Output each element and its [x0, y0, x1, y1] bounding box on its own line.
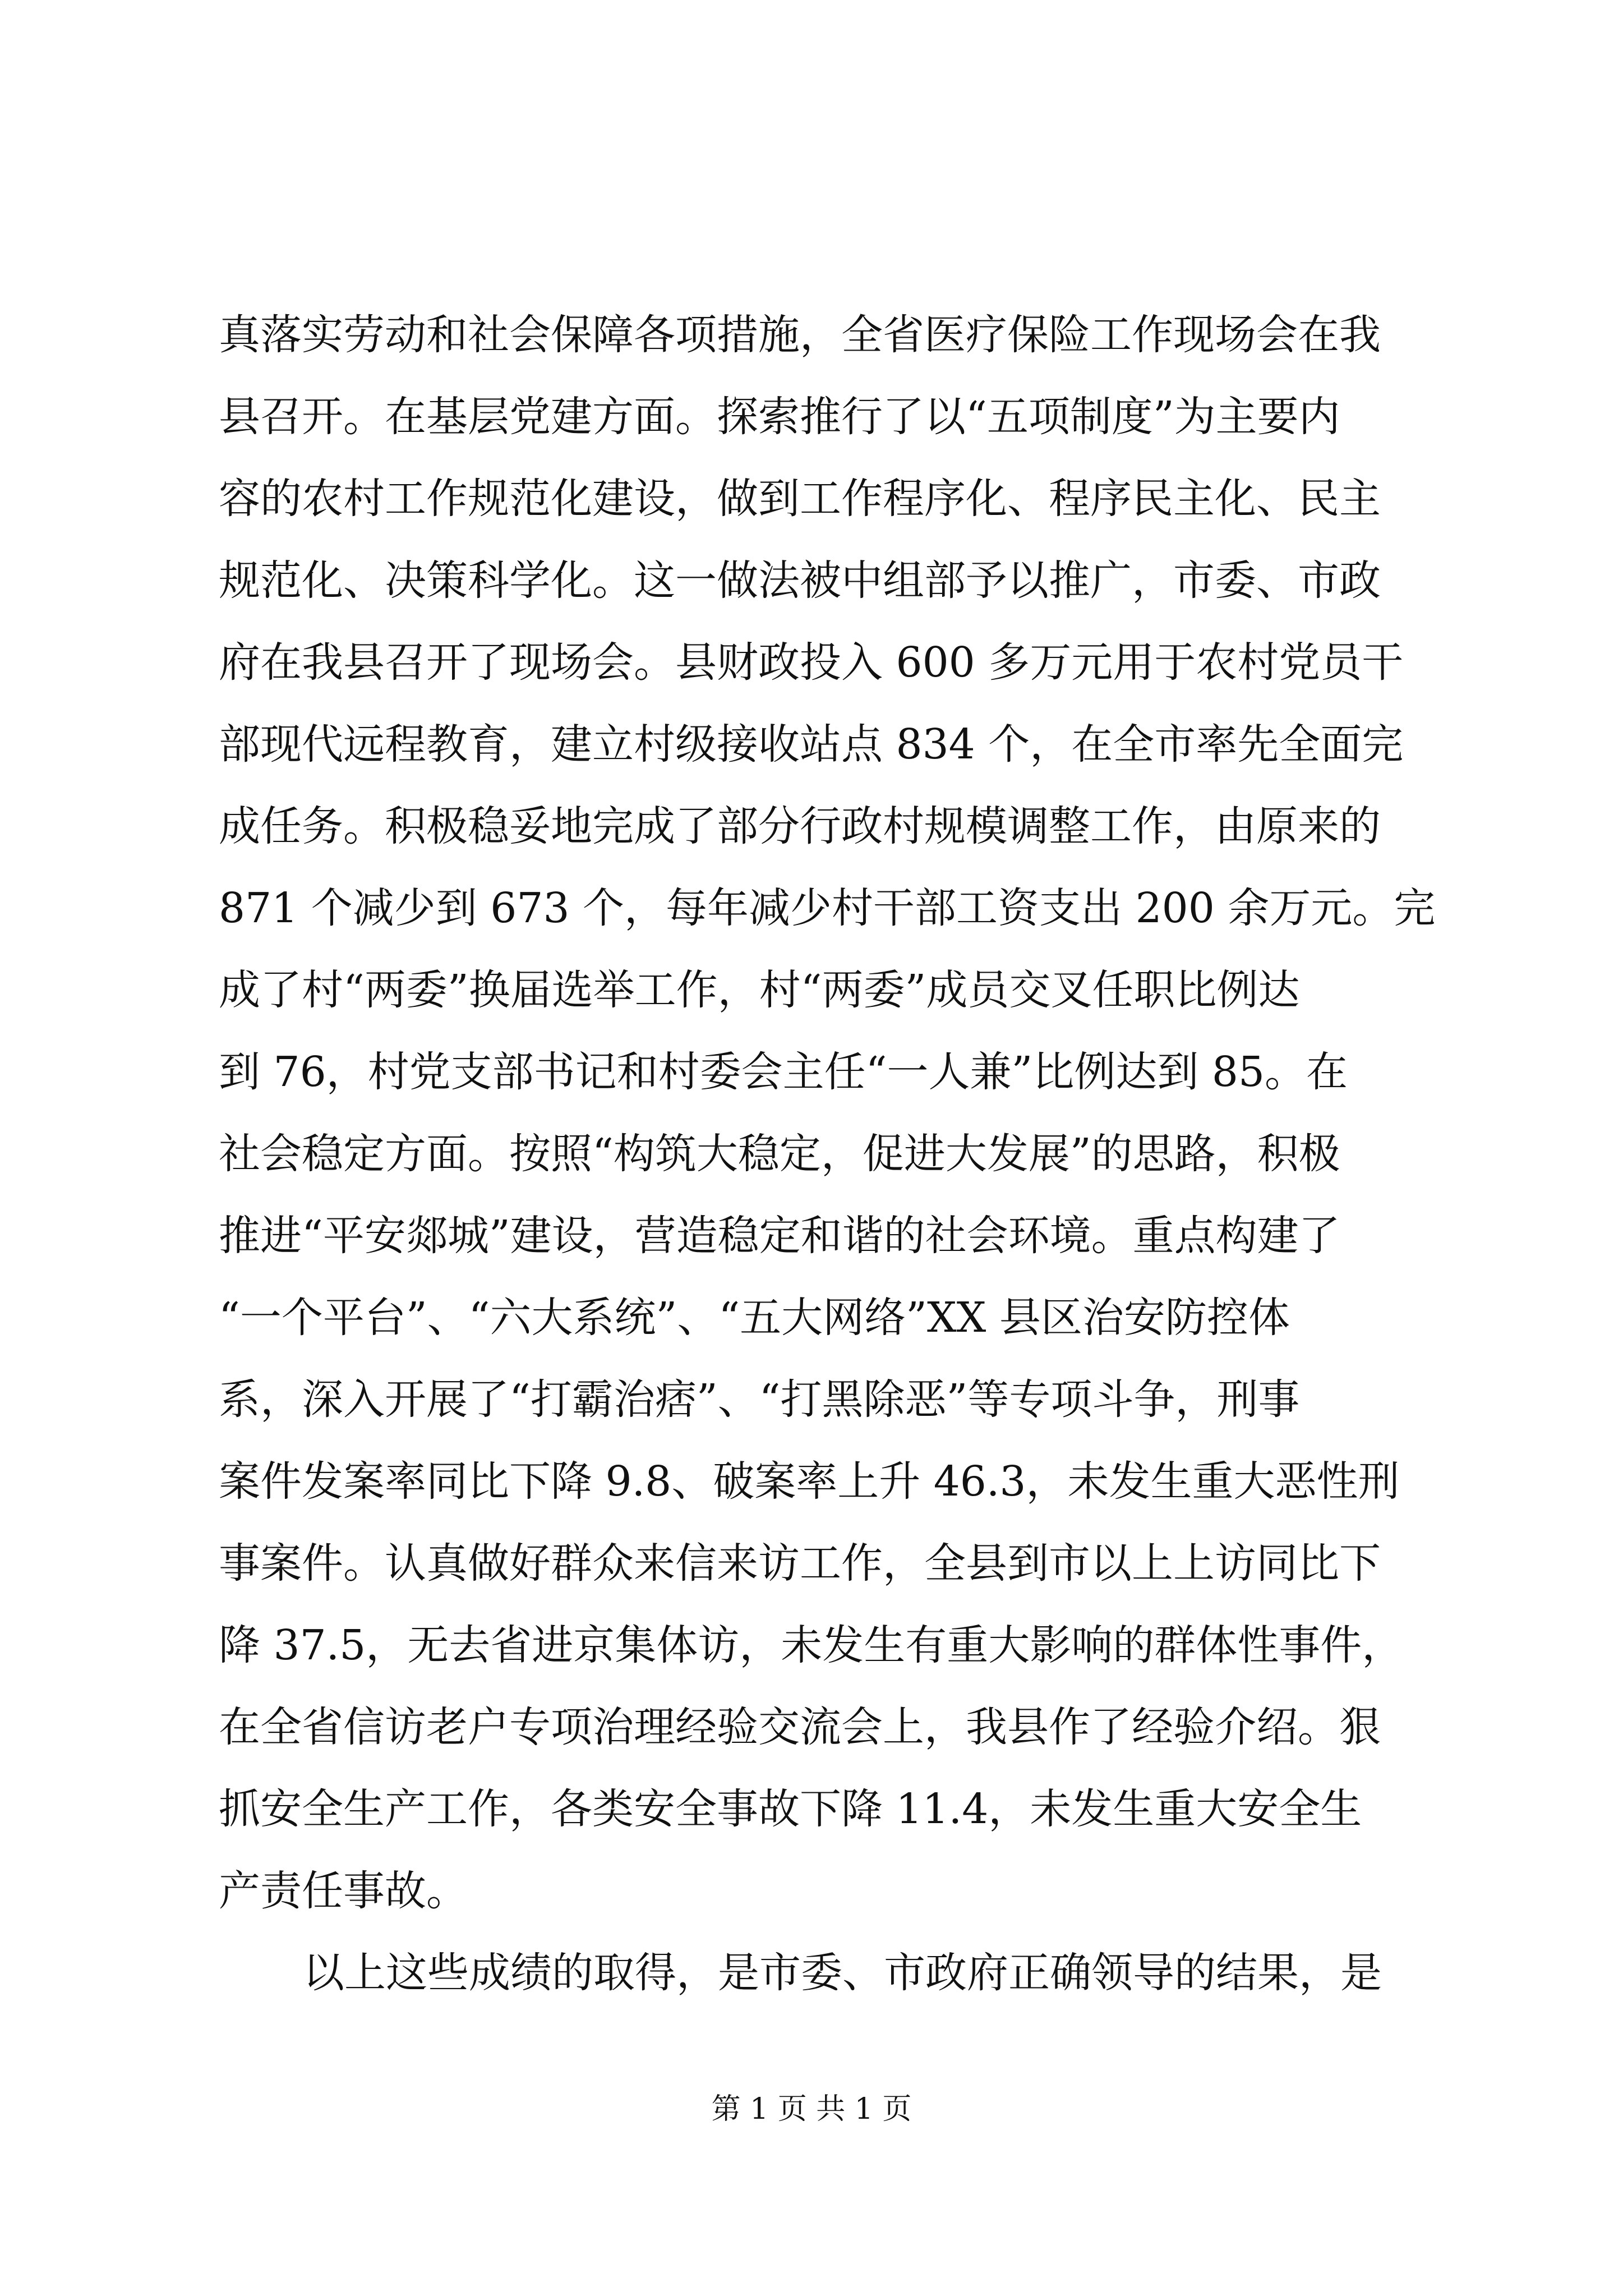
text-line: “一个平台”、“六大系统”、“五大网络”XX 县区治安防控体: [219, 1294, 1290, 1342]
text-line: 县召开。在基层党建方面。探索推行了以“五项制度”为主要内: [219, 393, 1340, 441]
text-line: 871 个减少到 673 个，每年减少村干部工资支出 200 余万元。完: [219, 884, 1436, 932]
text-line: 系，深入开展了“打霸治痞”、“打黑除恶”等专项斗争，刑事: [219, 1375, 1300, 1424]
page-footer: 第 1 页 共 1 页: [711, 2092, 912, 2126]
text-line: 事案件。认真做好群众来信来访工作，全县到市以上上访同比下: [219, 1539, 1381, 1588]
text-line: 府在我县召开了现场会。县财政投入 600 多万元用于农村党员干: [219, 638, 1404, 687]
text-line: 部现代远程教育，建立村级接收站点 834 个，在全市率先全面完: [219, 720, 1404, 769]
text-line: 到 76，村党支部书记和村委会主任“一人兼”比例达到 85。在: [219, 1048, 1348, 1096]
text-line: 产责任事故。: [219, 1867, 468, 1915]
text-line: 容的农村工作规范化建设，做到工作程序化、程序民主化、民主: [219, 475, 1381, 523]
text-line: 降 37.5，无去省进京集体访，未发生有重大影响的群体性事件，: [219, 1621, 1404, 1669]
paragraph-start-line: 以上这些成绩的取得，是市委、市政府正确领导的结果，是: [303, 1949, 1382, 1997]
text-line: 规范化、决策科学化。这一做法被中组部予以推广，市委、市政: [219, 556, 1381, 605]
text-line: 成任务。积极稳妥地完成了部分行政村规模调整工作，由原来的: [219, 802, 1381, 850]
text-line: 在全省信访老户专项治理经验交流会上，我县作了经验介绍。狠: [219, 1703, 1381, 1751]
text-line: 成了村“两委”换届选举工作，村“两委”成员交叉任职比例达: [219, 966, 1300, 1014]
text-line: 案件发案率同比下降 9.8、破案率上升 46.3，未发生重大恶性刑: [219, 1457, 1400, 1506]
text-line: 真落实劳动和社会保障各项措施，全省医疗保险工作现场会在我: [219, 311, 1381, 359]
text-line: 社会稳定方面。按照“构筑大稳定，促进大发展”的思路，积极: [219, 1130, 1340, 1178]
text-line: 推进“平安郯城”建设，营造稳定和谐的社会环境。重点构建了: [219, 1212, 1340, 1260]
text-line: 抓安全生产工作，各类安全事故下降 11.4，未发生重大安全生: [219, 1785, 1362, 1833]
